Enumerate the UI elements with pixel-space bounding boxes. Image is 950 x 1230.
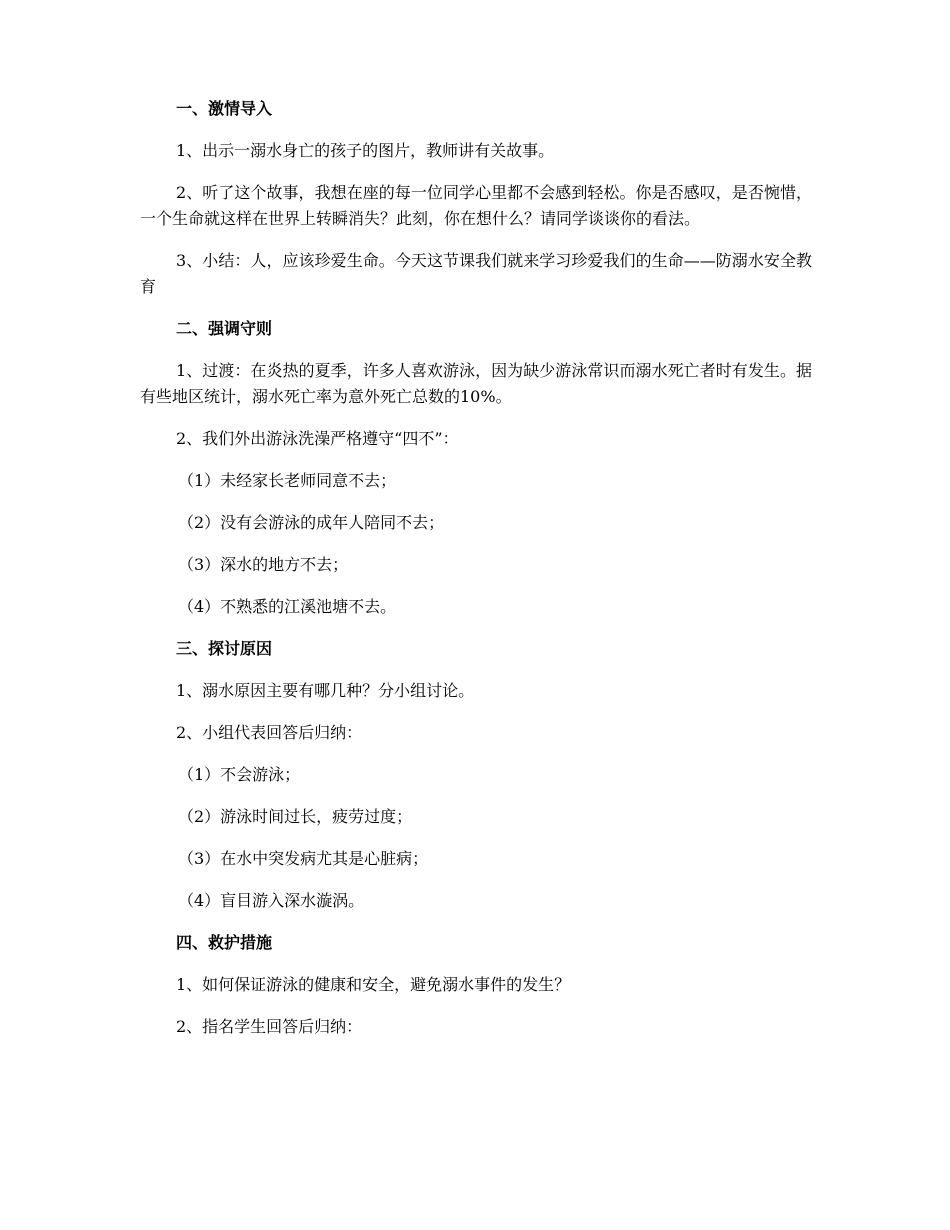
section-heading-1: 一、激情导入: [176, 99, 273, 118]
paragraph: 2、指名学生回答后归纳：: [176, 1017, 363, 1036]
paragraph: 1、过渡：在炎热的夏季，许多人喜欢游泳，因为缺少游泳常识而溺水死亡者时有发生。据有些地区统计，溺水死亡率为意外死亡总数的10%。: [140, 361, 812, 406]
section-heading-2: 二、强调守则: [176, 319, 273, 338]
paragraph: 1、如何保证游泳的健康和安全，避免溺水事件的发生？: [176, 975, 571, 994]
document-page: [140, 96, 812, 1056]
paragraph: 2、听了这个故事，我想在座的每一位同学心里都不会感到轻松。你是否感叹，是否惋惜，一个生命就这样在世界上转瞬消失？此刻，你在想什么？请同学谈谈你的看法。: [140, 183, 812, 228]
section-heading-4: 四、救护措施: [176, 933, 273, 952]
section-heading-3: 三、探讨原因: [176, 639, 273, 658]
list-item: （4）不熟悉的江溪池塘不去。: [178, 597, 397, 616]
list-item: （4）盲目游入深水漩涡。: [178, 891, 365, 910]
list-item: （2）没有会游泳的成年人陪同不去；: [178, 513, 445, 532]
paragraph: 2、我们外出游泳洗澡严格遵守“四不”：: [176, 429, 459, 448]
list-item: （1）不会游泳；: [178, 765, 301, 784]
paragraph: 2、小组代表回答后归纳：: [176, 723, 363, 742]
list-item: （3）深水的地方不去；: [178, 555, 349, 574]
list-item: （3）在水中突发病尤其是心脏病；: [178, 849, 429, 868]
paragraph: 3、小结：人，应该珍爱生命。今天这节课我们就来学习珍爱我们的生命——防溺水安全教育: [140, 251, 812, 296]
list-item: （2）游泳时间过长，疲劳过度；: [178, 807, 413, 826]
paragraph: 1、溺水原因主要有哪几种？分小组讨论。: [176, 681, 475, 700]
list-item: （1）未经家长老师同意不去；: [178, 471, 397, 490]
paragraph: 1、出示一溺水身亡的孩子的图片，教师讲有关故事。: [176, 141, 555, 160]
